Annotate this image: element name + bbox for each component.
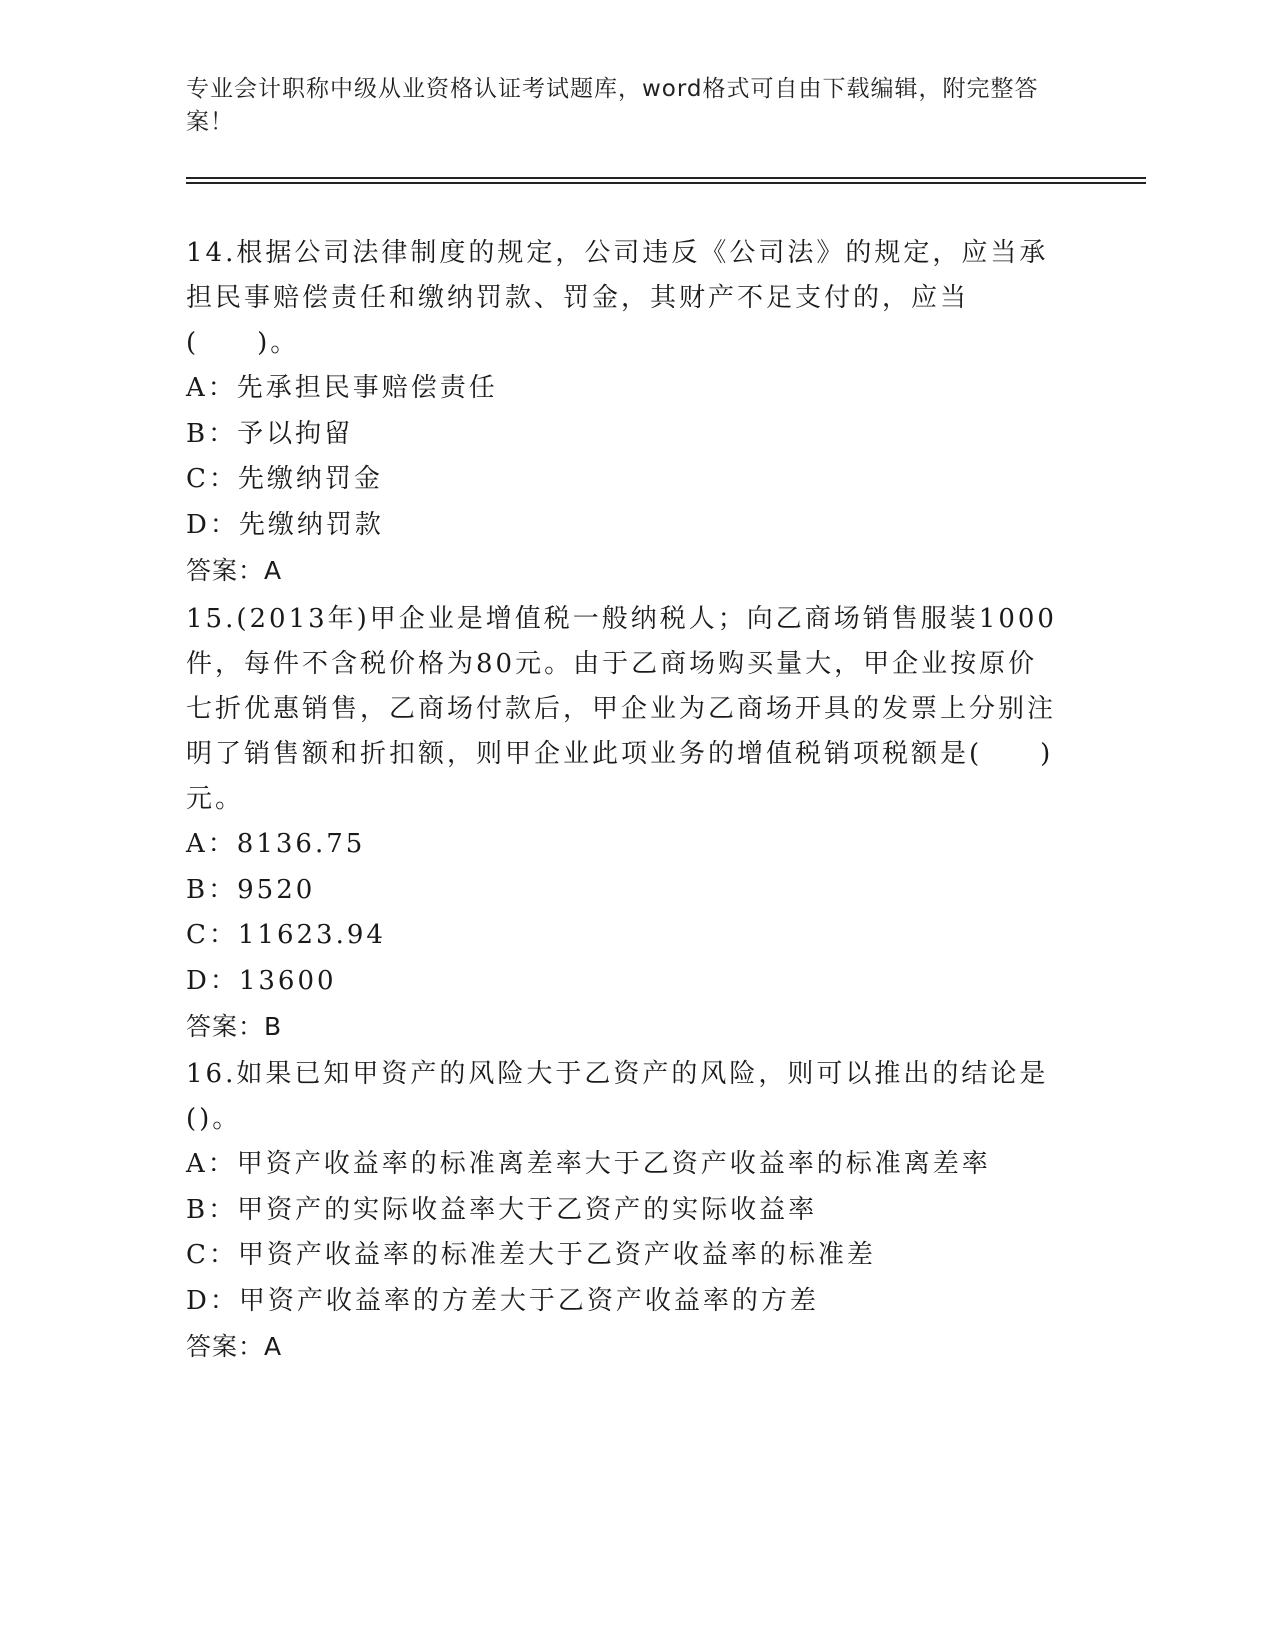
question-14 [186,231,1066,593]
question-15 [186,597,1066,1049]
option-c: C：先缴纳罚金 [186,464,383,494]
option-d: D：先缴纳罚款 [186,509,384,540]
option-c: C：甲资产收益率的标准差大于乙资产收益率的标准差 [186,1240,876,1270]
answer-line: 答案：A [186,1332,283,1361]
option-list [186,1142,1066,1324]
option-b: B：甲资产的实际收益率大于乙资产的实际收益率 [186,1194,818,1225]
header-divider-top [186,177,1146,179]
question-16 [186,1052,1066,1369]
answer-line: 答案：A [186,556,283,585]
option-a: A：8136.75 [186,829,366,859]
answer-line: 答案：B [186,1012,283,1041]
option-a: A：甲资产收益率的标准离差率大于乙资产收益率的标准离差率 [186,1149,991,1179]
option-c: C：11623.94 [186,920,386,950]
question-stem: 16.如果已知甲资产的风险大于乙资产的风险，则可以推出的结论是()。 [186,1059,1049,1134]
option-d: D：甲资产收益率的方差大于乙资产收益率的方差 [186,1285,819,1316]
question-stem: 15.(2013年)甲企业是增值税一般纳税人；向乙商场销售服装1000件，每件不含税价格为80元。由于乙商场购买量大，甲企业按原价七折优惠销售，乙商场付款后，甲企业为乙商场开具的发票上分别注明了销售额和折扣额，则甲企业此项业务的增值税销项税额是( )元。 [186,604,1057,814]
option-b: B：9520 [186,874,316,905]
question-stem: 14.根据公司法律制度的规定，公司违反《公司法》的规定，应当承担民事赔偿责任和缴纳罚款、罚金，其财产不足支付的，应当( )。 [186,238,1049,358]
option-b: B：予以拘留 [186,418,354,449]
option-a: A：先承担民事赔偿责任 [186,373,498,403]
option-d: D：13600 [186,965,337,996]
header-divider-bottom [186,182,1146,184]
option-list [186,366,1066,548]
option-list [186,822,1066,1004]
document-header-note: 专业会计职称中级从业资格认证考试题库，word格式可自由下载编辑，附完整答案！ [186,76,1039,135]
